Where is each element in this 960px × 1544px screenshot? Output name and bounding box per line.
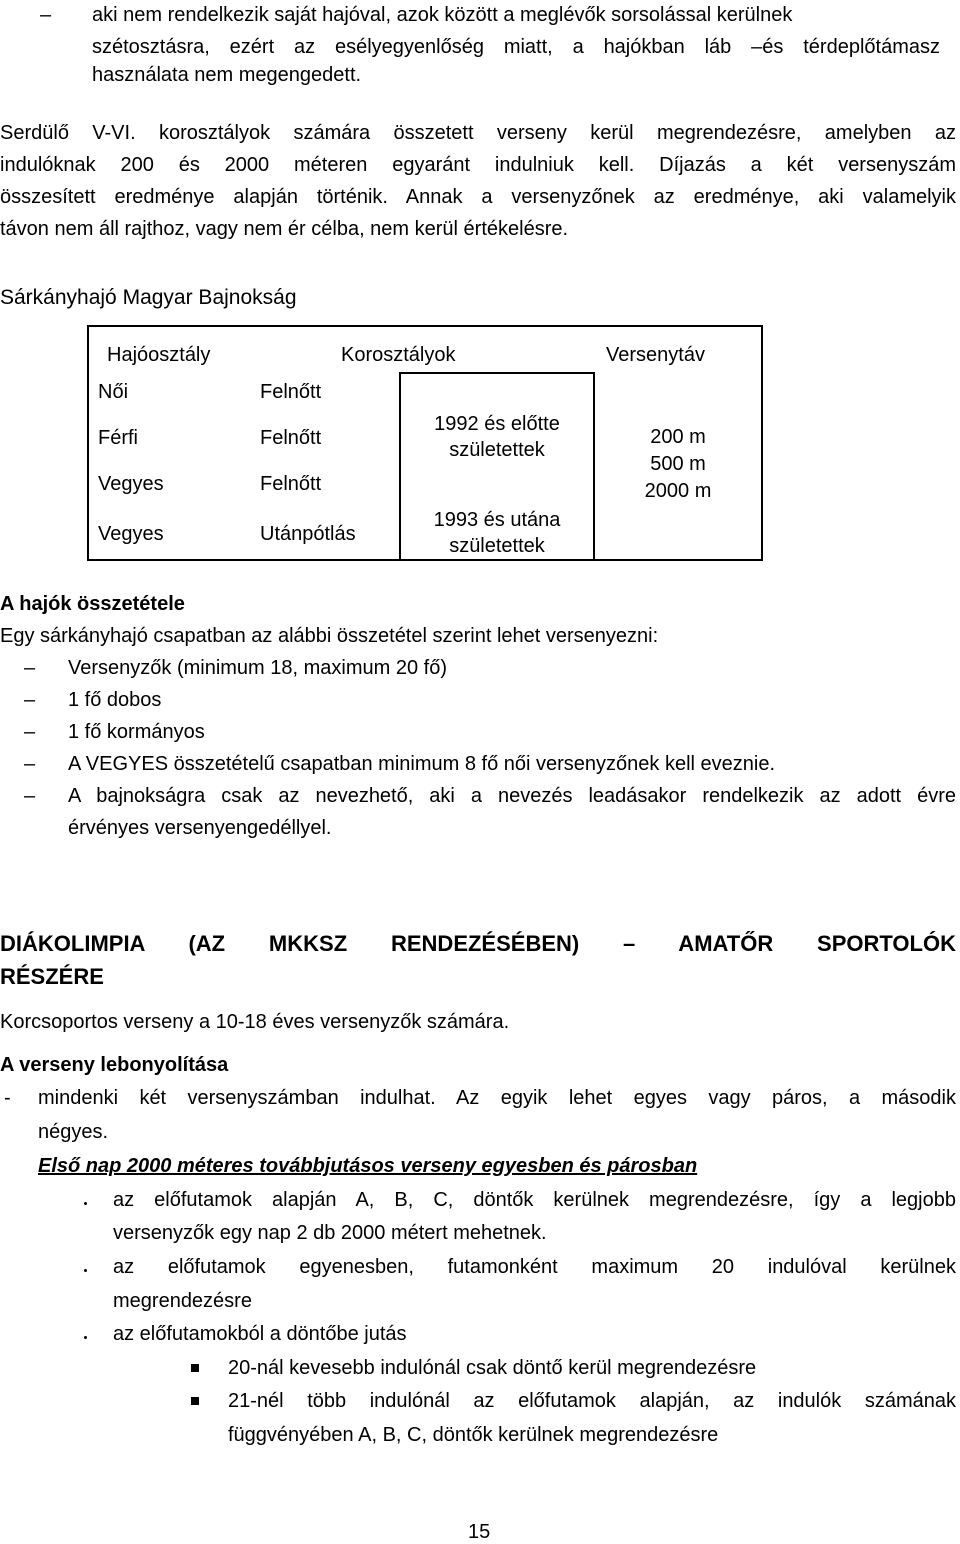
table-cell-age: Felnőtt bbox=[260, 473, 322, 495]
table-header: Hajóosztály bbox=[107, 344, 211, 366]
composition-title: A hajók összetétele bbox=[0, 593, 185, 615]
section2-title: RÉSZÉRE bbox=[0, 964, 104, 989]
composition-item: Versenyzők (minimum 18, maximum 20 fő) bbox=[68, 657, 448, 679]
sub-bullet-item: függvényében A, B, C, döntők kerülnek megrendezésre bbox=[228, 1424, 719, 1446]
sub-bullet-item: 21-nél több indulónál az előfutamok alapján, az indulók számának bbox=[228, 1390, 956, 1412]
table-cell-class: Női bbox=[98, 381, 129, 403]
day1-title: Első nap 2000 méteres továbbjutásos verseny egyesben és párosban bbox=[38, 1155, 698, 1177]
square-bullet-icon bbox=[191, 1364, 199, 1372]
intro-line: aki nem rendelkezik saját hajóval, azok között a meglévők sorsolással kerülnek bbox=[92, 4, 793, 26]
org-item: mindenki két versenyszámban indulhat. Az egyik lehet egyes vagy páros, a második bbox=[38, 1087, 956, 1109]
composition-item: érvényes versenyengedéllyel. bbox=[68, 817, 332, 839]
table-header: Versenytáv bbox=[606, 344, 705, 366]
section2-subtitle: Korcsoportos verseny a 10-18 éves versenyzők számára. bbox=[0, 1011, 510, 1033]
table-cell-class: Férfi bbox=[98, 427, 138, 449]
born-before-line: születettek bbox=[449, 439, 545, 461]
section-title: Sárkányhajó Magyar Bajnokság bbox=[0, 286, 297, 309]
dash-marker: – bbox=[40, 4, 52, 26]
born-before-cell bbox=[401, 411, 593, 463]
boat-class-table bbox=[87, 325, 763, 561]
table-header: Korosztályok bbox=[341, 344, 456, 366]
para-line: Serdülő V-VI. korosztályok számára összetett verseny kerül megrendezésre, amelyben az bbox=[0, 122, 956, 144]
org-title: A verseny lebonyolítása bbox=[0, 1054, 229, 1076]
bullet-item: az előfutamokból a döntőbe jutás bbox=[113, 1323, 407, 1345]
composition-item: A VEGYES összetételű csapatban minimum 8 fő női versenyzőnek kell eveznie. bbox=[68, 753, 776, 775]
bullet-item: az előfutamok egyenesben, futamonként maximum 20 indulóval kerülnek bbox=[113, 1256, 956, 1278]
distance: 200 m bbox=[650, 426, 706, 448]
sub-bullet-item: 20-nál kevesebb indulónál csak döntő kerül megrendezésre bbox=[228, 1357, 757, 1379]
table-cell-age: Felnőtt bbox=[260, 381, 322, 403]
para-line: indulóknak 200 és 2000 méteren egyaránt indulniuk kell. Díjazás a két versenyszám bbox=[0, 154, 956, 176]
page-number: 15 bbox=[468, 1521, 491, 1543]
bullet-icon bbox=[84, 1269, 87, 1272]
dash-marker: – bbox=[24, 753, 36, 775]
born-after-cell bbox=[401, 507, 593, 559]
org-item: négyes. bbox=[38, 1121, 109, 1143]
intro-line: szétosztásra, ezért az esélyegyenlőség miatt, a hajókban láb –és térdeplőtámasz bbox=[92, 36, 940, 58]
intro-line: használata nem megengedett. bbox=[92, 64, 362, 86]
composition-item: A bajnokságra csak az nevezhető, aki a nevezés leadásakor rendelkezik az adott évre bbox=[68, 785, 956, 807]
table-border bbox=[399, 372, 595, 374]
composition-item: 1 fő dobos bbox=[68, 689, 162, 711]
para-line: távon nem áll rajthoz, vagy nem ér célba, nem kerül értékelésre. bbox=[0, 218, 569, 240]
table-cell-class: Vegyes bbox=[98, 523, 164, 545]
composition-intro: Egy sárkányhajó csapatban az alábbi összetétel szerint lehet versenyezni: bbox=[0, 625, 659, 647]
born-before-line: 1992 és előtte bbox=[434, 413, 560, 435]
dash-marker: – bbox=[24, 689, 36, 711]
dash-marker: – bbox=[24, 721, 36, 743]
square-bullet-icon bbox=[191, 1397, 199, 1405]
table-cell-age: Felnőtt bbox=[260, 427, 322, 449]
section2-title: DIÁKOLIMPIA (AZ MKKSZ RENDEZÉSÉBEN) – AMATŐR SPORTOLÓK bbox=[0, 931, 956, 956]
born-after-line: 1993 és utána bbox=[433, 509, 561, 531]
para-line: összesített eredménye alapján történik. Annak a versenyzőnek az eredménye, aki valamelyik bbox=[0, 186, 956, 208]
bullet-icon bbox=[84, 1336, 87, 1339]
dash-marker: – bbox=[24, 657, 36, 679]
table-cell-age: Utánpótlás bbox=[260, 523, 356, 545]
hyphen-marker: - bbox=[4, 1087, 11, 1109]
bullet-item: megrendezésre bbox=[113, 1290, 252, 1312]
distance: 2000 m bbox=[644, 480, 712, 502]
dash-marker: – bbox=[24, 785, 36, 807]
bullet-item: versenyzők egy nap 2 db 2000 métert mehetnek. bbox=[113, 1222, 547, 1244]
bullet-item: az előfutamok alapján A, B, C, döntők kerülnek megrendezésre, így a legjobb bbox=[113, 1189, 956, 1211]
distance-cell bbox=[595, 424, 761, 505]
table-cell-class: Vegyes bbox=[98, 473, 164, 495]
composition-item: 1 fő kormányos bbox=[68, 721, 205, 743]
bullet-icon bbox=[84, 1202, 87, 1205]
born-after-line: születettek bbox=[449, 535, 545, 557]
distance: 500 m bbox=[650, 453, 706, 475]
